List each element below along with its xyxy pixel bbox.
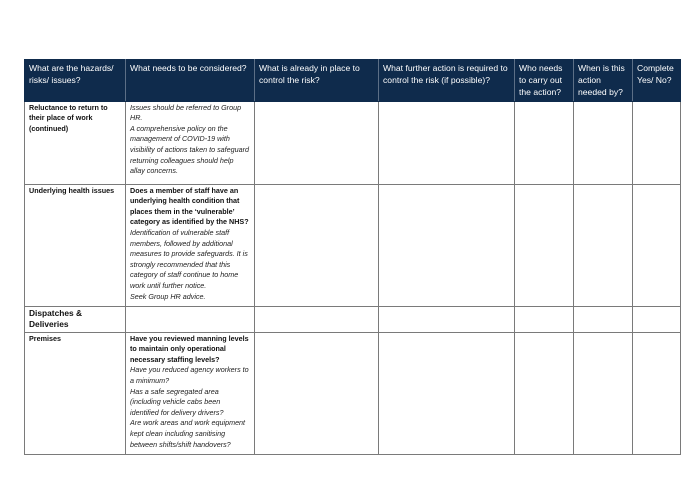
hazard-cell: Premises bbox=[25, 332, 126, 454]
who-cell[interactable] bbox=[515, 184, 574, 306]
empty-cell bbox=[574, 306, 633, 332]
hazard-cell: Underlying health issues bbox=[25, 184, 126, 306]
header-complete: Complete Yes/ No? bbox=[633, 60, 681, 102]
complete-cell[interactable] bbox=[633, 332, 681, 454]
consideration-note: Have you reduced agency workers to a minimum? bbox=[130, 365, 249, 385]
complete-cell[interactable] bbox=[633, 184, 681, 306]
header-who: Who needs to carry out the action? bbox=[515, 60, 574, 102]
consideration-note: Are work areas and work equipment kept clean including sanitising between shifts/shift handovers? bbox=[130, 418, 246, 449]
considerations-cell bbox=[126, 101, 255, 184]
who-cell[interactable] bbox=[515, 332, 574, 454]
further-action-cell[interactable] bbox=[379, 101, 515, 184]
consideration-note: Issues should be referred to Group HR. bbox=[130, 102, 242, 123]
empty-cell bbox=[633, 306, 681, 332]
in-place-cell[interactable] bbox=[255, 332, 379, 454]
header-when: When is this action needed by? bbox=[574, 60, 633, 102]
table-header-row bbox=[25, 60, 681, 102]
header-further-action: What further action is required to control the risk (if possible)? bbox=[379, 60, 515, 102]
empty-cell bbox=[126, 306, 255, 332]
hazard-cell: Reluctance to return to their place of work (continued) bbox=[25, 101, 126, 184]
risk-assessment-table bbox=[24, 59, 681, 455]
when-cell[interactable] bbox=[574, 101, 633, 184]
considerations-cell bbox=[126, 184, 255, 306]
header-considerations: What needs to be considered? bbox=[126, 60, 255, 102]
header-in-place: What is already in place to control the risk? bbox=[255, 60, 379, 102]
consideration-note: Seek Group HR advice. bbox=[130, 291, 206, 301]
in-place-cell[interactable] bbox=[255, 184, 379, 306]
further-action-cell[interactable] bbox=[379, 184, 515, 306]
consideration-question: Have you reviewed manning levels to maintain only operational necessary staffing levels? bbox=[130, 333, 249, 364]
consideration-note: A comprehensive policy on the management of COVID-19 with visibility of actions taken to safeguard returning colleagues should help allay concerns. bbox=[130, 123, 250, 176]
consideration-question: Does a member of staff have an underlying health condition that places them in the ‘vulnerable’ category as identified by the NHS? bbox=[130, 185, 249, 227]
who-cell[interactable] bbox=[515, 101, 574, 184]
empty-cell bbox=[515, 306, 574, 332]
in-place-cell[interactable] bbox=[255, 101, 379, 184]
when-cell[interactable] bbox=[574, 332, 633, 454]
consideration-note: Has a safe segregated area (including vehicle cabs been identified for delivery drivers? bbox=[130, 386, 224, 417]
table-row bbox=[25, 332, 681, 454]
section-row bbox=[25, 306, 681, 332]
section-label: Dispatches & Deliveries bbox=[25, 306, 126, 332]
table-row bbox=[25, 184, 681, 306]
table-row bbox=[25, 101, 681, 184]
empty-cell bbox=[379, 306, 515, 332]
header-hazards: What are the hazards/ risks/ issues? bbox=[25, 60, 126, 102]
when-cell[interactable] bbox=[574, 184, 633, 306]
considerations-cell bbox=[126, 332, 255, 454]
further-action-cell[interactable] bbox=[379, 332, 515, 454]
empty-cell bbox=[255, 306, 379, 332]
complete-cell[interactable] bbox=[633, 101, 681, 184]
consideration-note: Identification of vulnerable staff members, followed by additional measures to provide safeguards. It is strongly recommended that this category of staff continue to home work until further notice. bbox=[130, 227, 248, 290]
